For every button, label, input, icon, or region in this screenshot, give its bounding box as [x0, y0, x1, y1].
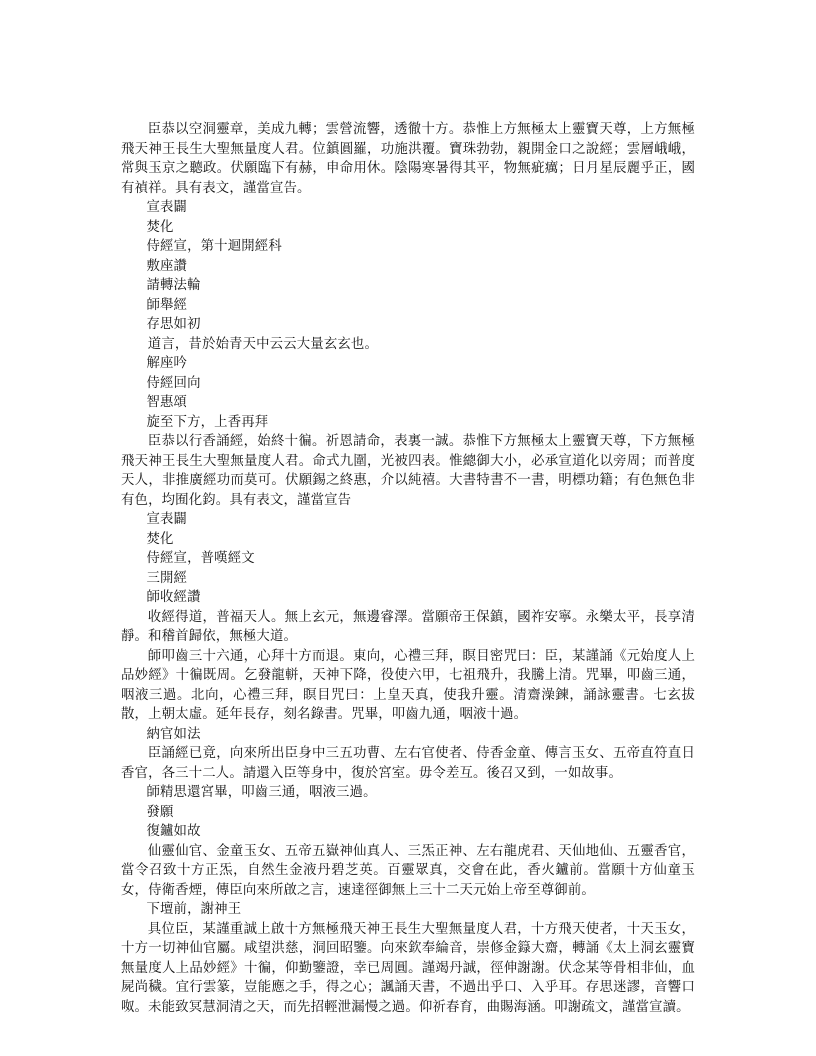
- body-paragraph: 收經得道，普福天人。無上玄元，無邊睿澤。當願帝王保鎮，國祚安寧。永樂太平，長享清靜。和稽首歸依，無極大道。: [121, 609, 695, 644]
- body-paragraph: 臣恭以行香誦經，始終十徧。祈恩請命，表裏一誠。恭惟下方無極太上靈寶天尊，下方無極飛天神王長生大聖無量度人君。命式九圍，光被四表。惟總御大小，必承宣道化以旁周；而普度天人，非推廣經功而莫可。伏願錫之終惠，介以純禧。大書特書不一書，明標功籍；有色無色非有色，均囿化鈞。具有表文，謹當宣告: [121, 434, 695, 508]
- rubric-line: 師收經讚: [146, 590, 201, 605]
- rubric-line: 三開經: [146, 570, 188, 586]
- body-paragraph: 道言，昔於始青天中云云大量玄玄也。: [147, 336, 378, 352]
- body-paragraph: 仙靈仙官、金童玉女、五帝五嶽神仙真人、三炁正神、左右龍虎君、天仙地仙、五靈香官，當令召致十方正炁，自然生金液丹碧芝英。百靈眾真，交會在此，香火鑪前。當願十方仙童玉女，侍衛香煙，傳臣向來所啟之言，速達徑御無上三十二天元始上帝至尊御前。: [121, 843, 695, 898]
- rubric-line: 存思如初: [146, 317, 201, 332]
- body-paragraph: 師叩齒三十六通，心拜十方而退。東向，心禮三拜，瞑目密咒曰：臣，某謹誦《元始度人上品妙經》十徧既周。乞發龍軿，天神下降，役使六甲，七祖飛升，我騰上清。咒畢，叩齒三通，咽液三過。北向，心禮三拜，瞑目咒曰：上皇天真，使我升靈。清齋澡鍊，誦詠靈書。七玄拔散，上朝太虛。延年長存，刻名錄書。咒畢，叩齒九通，咽液十過。: [121, 648, 695, 722]
- body-paragraph: 臣誦經已竟，向來所出臣身中三五功曹、左右官使者、侍香金童、傳言玉女、五帝直符直日香官，各三十二人。請還入臣等身中，復於宮室。毋令差互。後召又到，一如故事。: [121, 746, 695, 781]
- rubric-line: 師精思還宮畢，叩齒三通，咽液三過。: [146, 785, 377, 800]
- body-paragraph: 具位臣，某謹重誠上啟十方無極飛天神王長生大聖無量度人君，十方飛天使者，十天玉女，十方一切神仙官屬。咸望洪慈，洞回昭鑒。向來欽奉綸音，崇修金籙大齋，轉誦《太上洞玄靈寶無量度人上品妙經》十徧，仰勤鑒證，幸已周圓。謹竭丹誠，徑伸謝謝。伏念某等骨相非仙，血屍尚穢。宜行雲篆，豈能應之手，得之心；諷誦天書，不過出乎口、入乎耳。存思迷謬，音響口呶。未能致冥慧洞清之天，而先招輕泄漏慢之過。仰祈春育，曲賜海涵。叩謝疏文，謹當宣讀。: [121, 921, 695, 1015]
- rubric-line: 侍經回向: [146, 375, 201, 391]
- rubric-line: 師舉經: [146, 297, 188, 313]
- rubric-line: 焚化: [146, 531, 174, 547]
- rubric-line: 解座吟: [146, 356, 188, 371]
- rubric-line: 宣表闢: [146, 200, 188, 215]
- rubric-line: 侍經宣，普嘆經文: [146, 551, 255, 566]
- rubric-line: 宣表闢: [146, 512, 188, 527]
- rubric-line: 復鑪如故: [146, 824, 201, 839]
- rubric-line: 焚化: [146, 219, 174, 235]
- rubric-line: 下壇前，謝神王: [146, 902, 242, 917]
- rubric-line: 發願: [146, 804, 174, 820]
- document-page: [121, 120, 695, 1017]
- rubric-line: 旋至下方，上香再拜: [146, 414, 269, 430]
- body-paragraph: 臣恭以空洞靈章，美成九轉；雲營流響，透徹十方。恭惟上方無極太上靈寶天尊，上方無極飛天神王長生大聖無量度人君。位鎮圓羅，功施洪覆。寶珠勃勃，親開金口之說經；雲層峨峨，常與玉京之聽政。伏願臨下有赫，申命用休。陰陽寒暑得其平，物無疵癘；日月星辰麗乎正，國有禎祥。具有表文，謹當宣告。: [121, 122, 695, 196]
- rubric-line: 請轉法輪: [146, 278, 201, 293]
- rubric-line: 智惠頌: [146, 395, 188, 410]
- rubric-line: 納官如法: [146, 726, 201, 742]
- rubric-line: 侍經宣，第十迴開經科: [146, 239, 282, 254]
- rubric-line: 敷座讚: [146, 258, 188, 274]
